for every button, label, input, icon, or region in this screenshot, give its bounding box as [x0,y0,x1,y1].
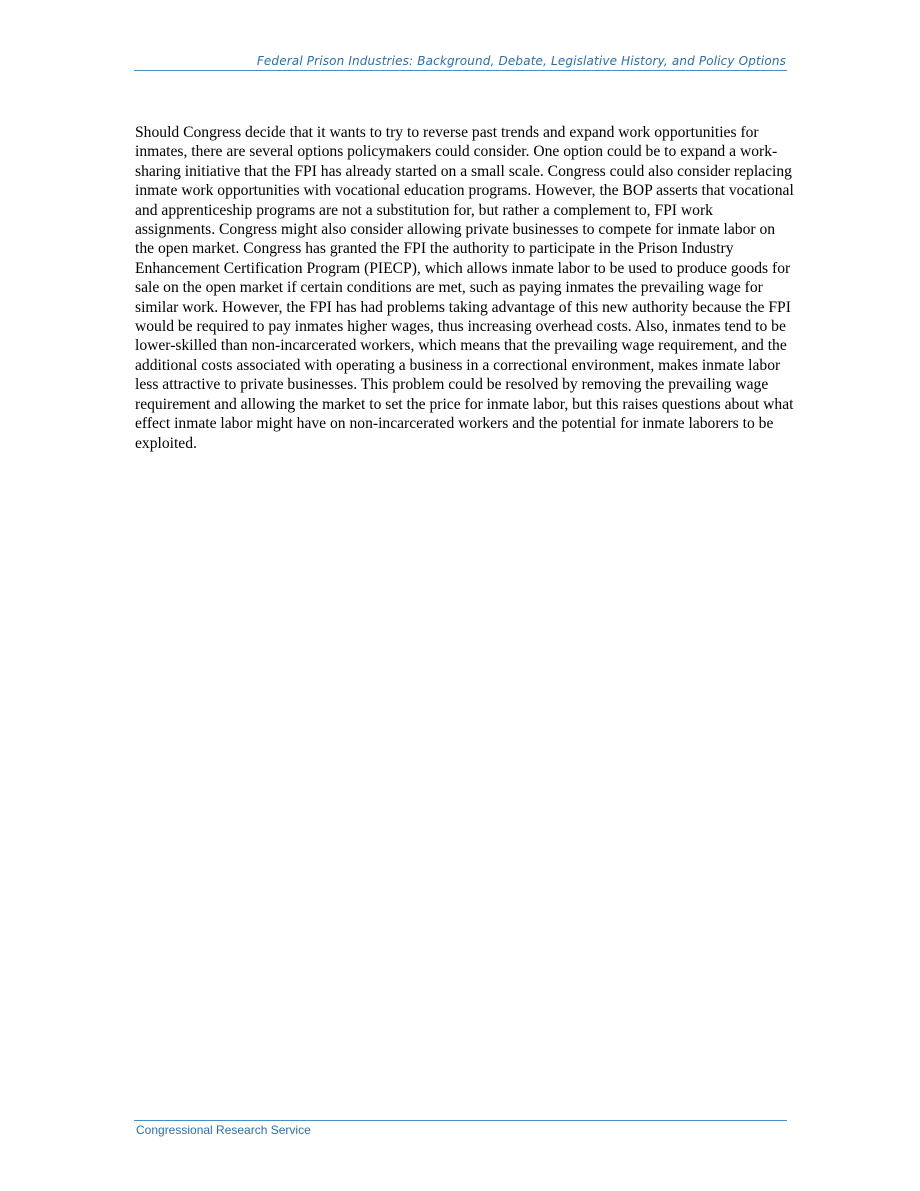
running-header-title: Federal Prison Industries: Background, Debate, Legislative History, and Policy Options [256,54,786,68]
body-paragraph: Should Congress decide that it wants to try to reverse past trends and expand work opportunities for inmates, there are several options policymakers could consider. One option could be to expand a work-sharing initiative that the FPI has already started on a small scale. Congress could also consider replacing inmate work opportunities with vocational education programs. However, the BOP asserts that vocational and apprenticeship programs are not a substitution for, but rather a complement to, FPI work assignments. Congress might also consider allowing private businesses to compete for inmate labor on the open market. Congress has granted the FPI the authority to participate in the Prison Industry Enhancement Certification Program (PIECP), which allows inmate labor to be used to produce goods for sale on the open market if certain conditions are met, such as paying inmates the prevailing wage for similar work. However, the FPI has had problems taking advantage of this new authority because the FPI would be required to pay inmates higher wages, thus increasing overhead costs. Also, inmates tend to be lower-skilled than non-incarcerated workers, which means that the prevailing wage requirement, and the additional costs associated with operating a business in a correctional environment, makes inmate labor less attractive to private businesses. This problem could be resolved by removing the prevailing wage requirement and allowing the market to set the price for inmate labor, but this raises questions about what effect inmate labor might have on non-incarcerated workers and the potential for inmate laborers to be exploited. [135,124,794,452]
footer-source: Congressional Research Service [136,1123,311,1137]
footer-divider [134,1120,787,1121]
running-header [134,52,787,71]
